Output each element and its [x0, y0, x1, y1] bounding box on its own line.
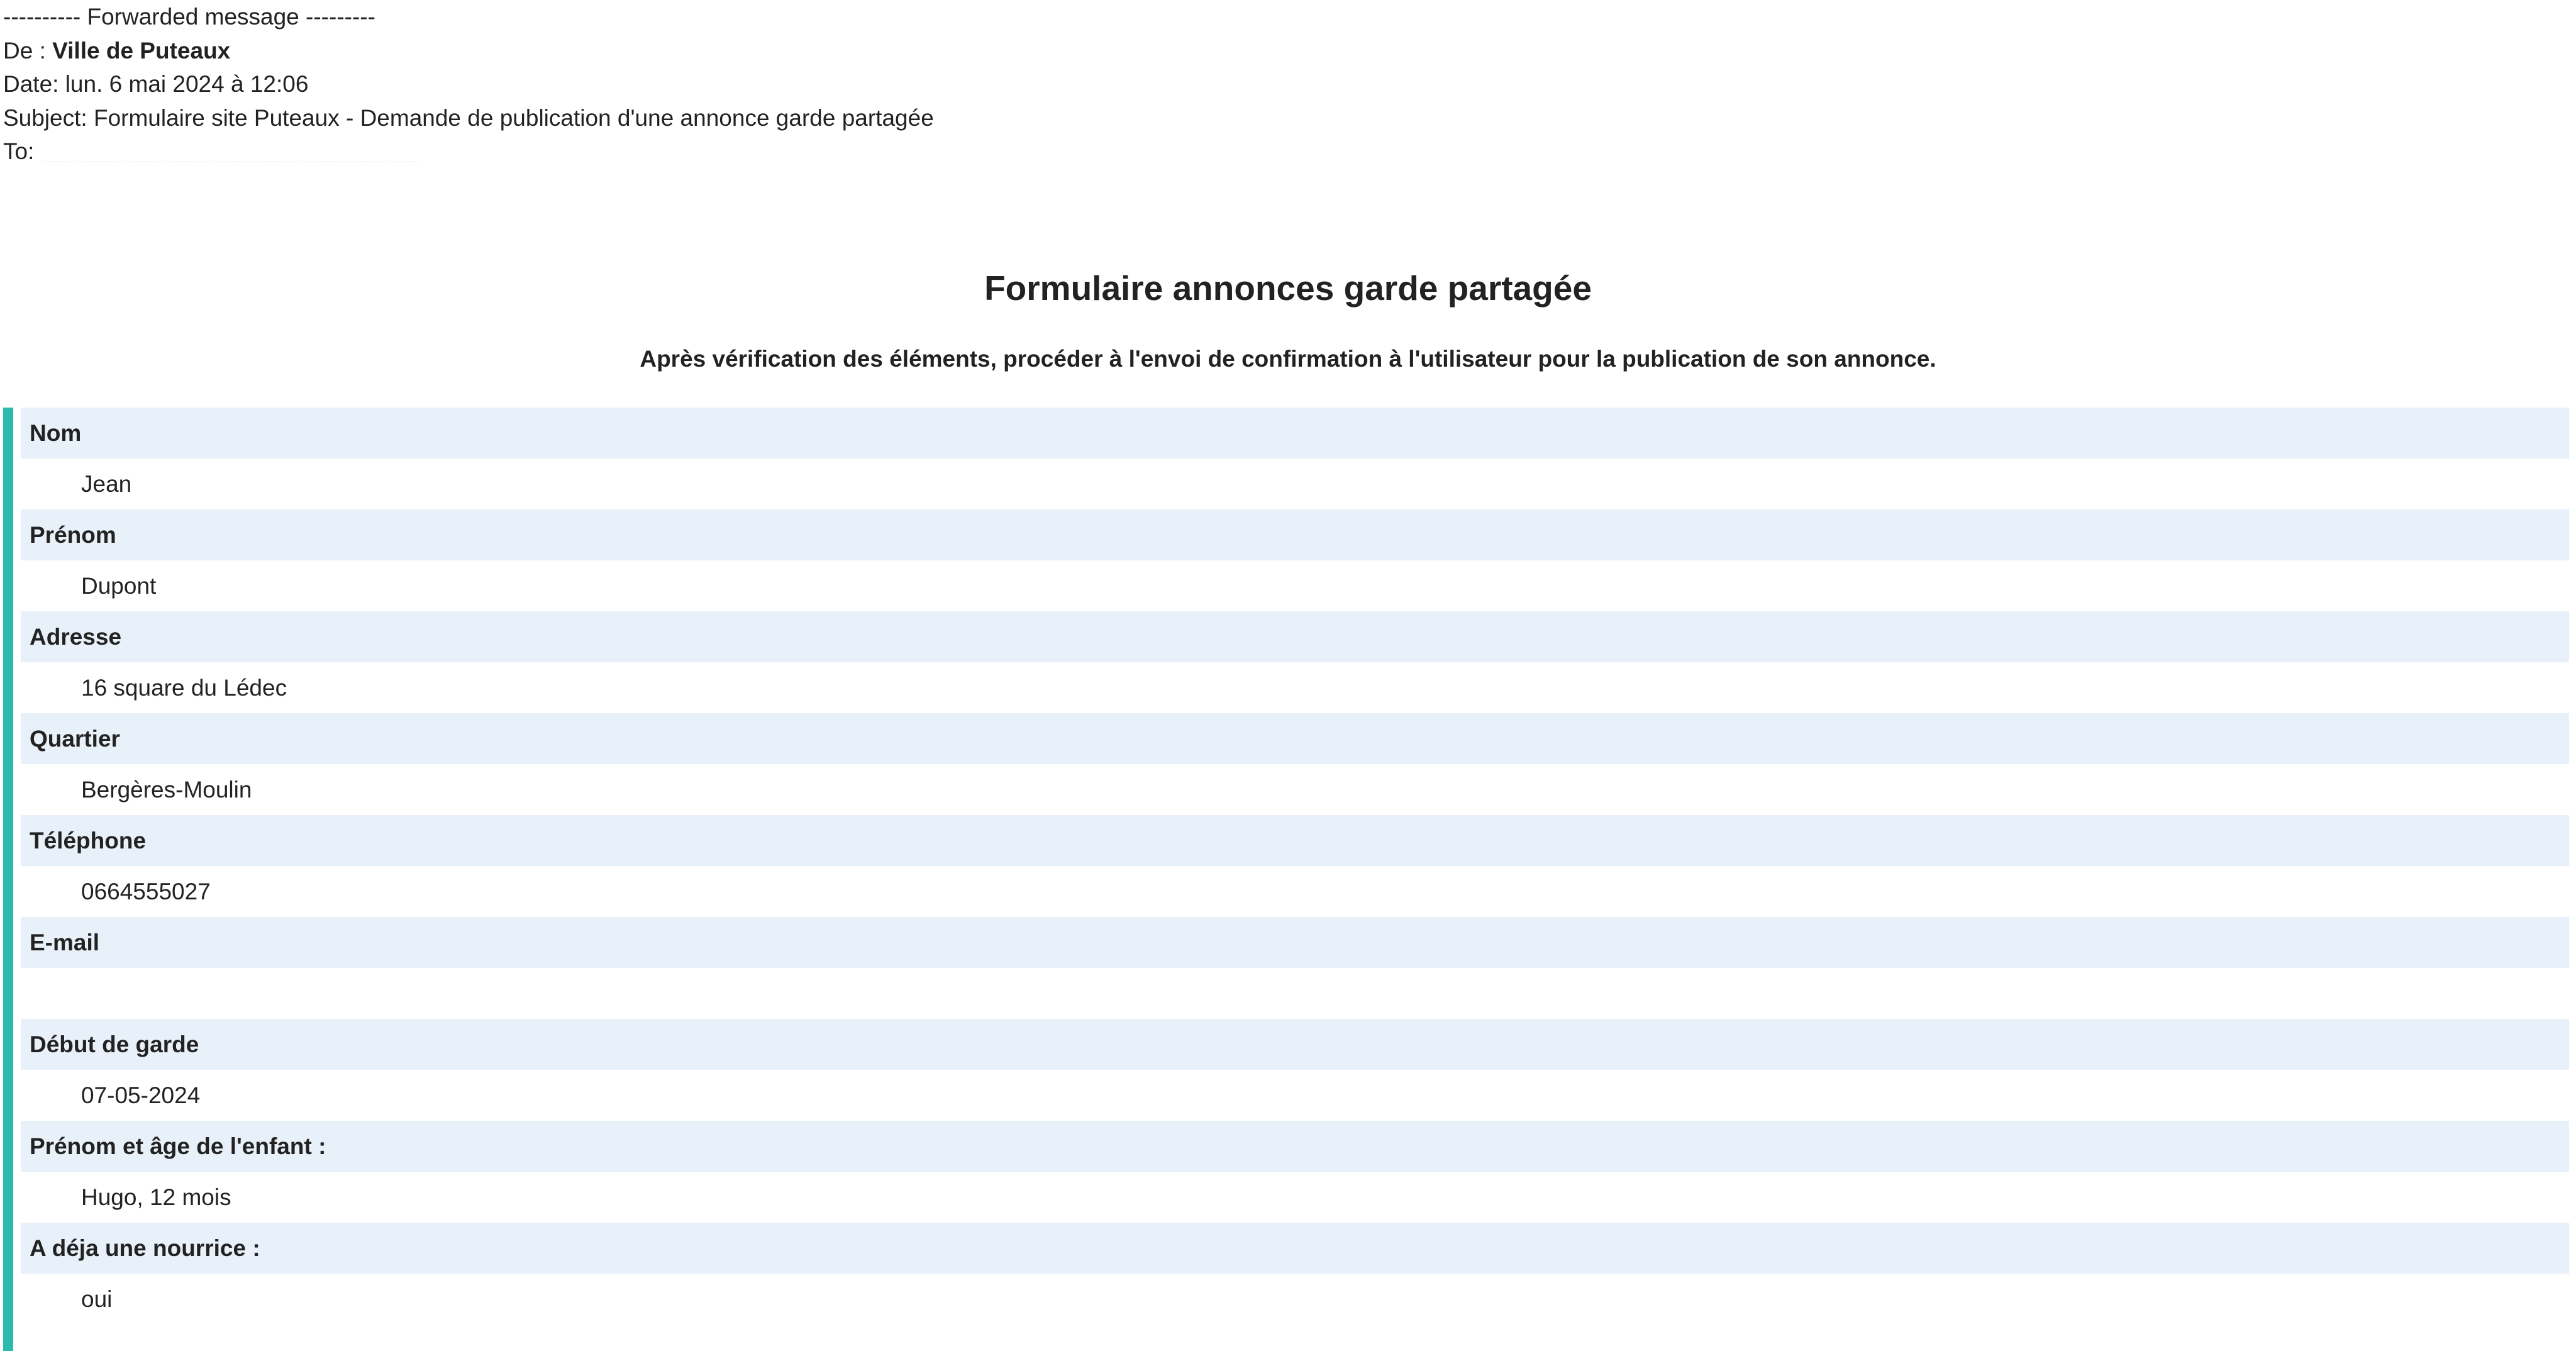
field-label-email: E-mail — [21, 917, 2569, 968]
to-recipient-redacted — [41, 143, 418, 162]
field-label-prenom: Prénom — [21, 509, 2569, 560]
field-value-quartier: Bergères-Moulin — [21, 764, 2569, 815]
field-label-nourrice: A déja une nourrice : — [21, 1223, 2569, 1274]
subject-line: Subject: Formulaire site Puteaux - Demande de publication d'une annonce garde partagée — [3, 104, 934, 131]
date-line: Date: lun. 6 mai 2024 à 12:06 — [3, 71, 309, 97]
field-value-telephone: 0664555027 — [21, 866, 2569, 917]
form-title: Formulaire annonces garde partagée — [984, 269, 1592, 308]
field-value-debut-de-garde: 07-05-2024 — [21, 1070, 2569, 1121]
field-label-nom: Nom — [21, 408, 2569, 459]
field-value-email — [21, 968, 2569, 1019]
field-value-adresse: 16 square du Lédec — [21, 662, 2569, 713]
from-line — [3, 34, 934, 68]
from-name: Ville de Puteaux — [52, 37, 231, 64]
form-fields-table — [3, 408, 2569, 1351]
field-value-enfant: Hugo, 12 mois — [21, 1172, 2569, 1223]
field-value-nourrice: oui — [21, 1274, 2569, 1325]
email-header — [3, 0, 934, 169]
field-label-quartier: Quartier — [21, 713, 2569, 764]
to-label: To: — [3, 138, 41, 164]
field-label-adresse: Adresse — [21, 611, 2569, 662]
from-label: De : — [3, 37, 53, 64]
to-line — [3, 135, 934, 169]
form-subtitle: Après vérification des éléments, procéder à l'envoi de confirmation à l'utilisateur pour la publication de son annonce. — [640, 346, 1936, 372]
field-label-debut-de-garde: Début de garde — [21, 1019, 2569, 1070]
field-label-telephone: Téléphone — [21, 815, 2569, 866]
field-value-nom: Jean — [21, 459, 2569, 509]
field-label-enfant: Prénom et âge de l'enfant : — [21, 1121, 2569, 1172]
field-value-prenom: Dupont — [21, 560, 2569, 611]
forwarded-marker: ---------- Forwarded message --------- — [3, 4, 375, 30]
